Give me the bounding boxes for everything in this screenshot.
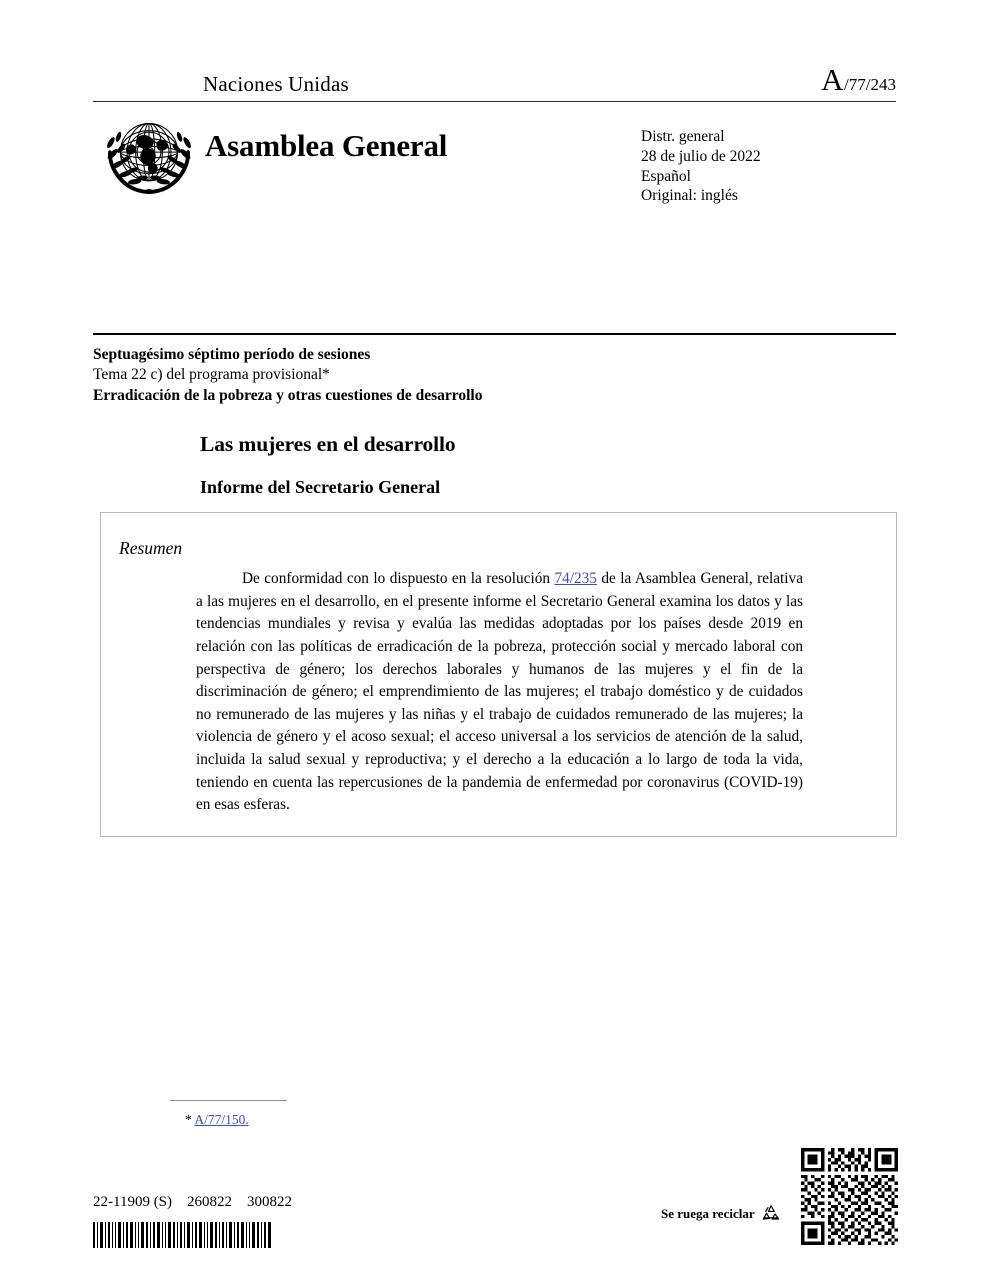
agenda-item: Tema 22 c) del programa provisional* [93, 366, 330, 384]
masthead-bottom-row [93, 112, 896, 205]
body-title: Asamblea General [205, 128, 448, 163]
distribution-block [641, 127, 761, 206]
footnote-marker: * [185, 1112, 192, 1127]
distribution-original: Original: inglés [641, 187, 738, 205]
document-symbol-number: /77/243 [844, 75, 896, 94]
summary-box [100, 512, 897, 837]
document-symbol [821, 64, 896, 96]
resolution-link[interactable]: 74/235 [554, 570, 597, 587]
recycle-text: Se ruega reciclar [661, 1206, 755, 1221]
page-subtitle: Informe del Secretario General [200, 477, 441, 497]
footnote [185, 1112, 249, 1128]
session-line: Septuagésimo séptimo período de sesiones [93, 346, 371, 363]
qr-code[interactable] [801, 1148, 898, 1245]
summary-text [196, 568, 803, 817]
recycle-notice [661, 1203, 782, 1225]
document-symbol-letter: A [821, 62, 845, 97]
distribution-date: 28 de julio de 2022 [641, 147, 761, 165]
footnote-divider [170, 1100, 287, 1101]
page-title: Las mujeres en el desarrollo [200, 432, 456, 456]
summary-label: Resumen [119, 538, 183, 558]
job-number: 22-11909 (S) 260822 300822 [93, 1194, 293, 1210]
masthead-divider [93, 101, 896, 102]
summary-text-before-link: De conformidad con lo dispuesto en la resolución [242, 570, 555, 587]
summary-text-after-link: de la Asamblea General, relativa a las mujeres en el desarrollo, en el presente informe el Secretario General examina los datos y las tendencias mundiales y revisa y evalúa las medidas adoptadas por los países desde 2019 en relación con las políticas de erradicación de la pobreza, protección social y mercado laboral con perspectiva de género; los derechos laborales y humanos de las mujeres y el fin de la discriminación de género; el emprendimiento de las mujeres; el trabajo doméstico y de cuidados no remunerado de las mujeres y las niñas y el trabajo de cuidados remunerado de las mujeres; la violencia de género y el acoso sexual; el acceso universal a los servicios de atención de la salud, incluida la salud sexual y reproductiva; y el derecho a la educación a lo largo de toda la vida, teniendo en cuenta las repercusiones de la pandemia de enfermedad por coronavirus (COVID-19) en esas esferas. [196, 570, 803, 814]
barcode [93, 1222, 273, 1248]
agenda-topic: Erradicación de la pobreza y otras cuestiones de desarrollo [93, 386, 483, 404]
distribution-type: Distr. general [641, 128, 725, 145]
recycle-icon [760, 1203, 782, 1225]
section-divider [93, 333, 896, 335]
distribution-language: Español [641, 167, 691, 185]
masthead [93, 62, 896, 205]
organization-name: Naciones Unidas [203, 71, 349, 96]
masthead-top-row [93, 64, 896, 96]
un-emblem-icon [101, 114, 197, 196]
session-block [93, 345, 896, 406]
footnote-reference-link[interactable]: A/77/150. [194, 1112, 249, 1127]
